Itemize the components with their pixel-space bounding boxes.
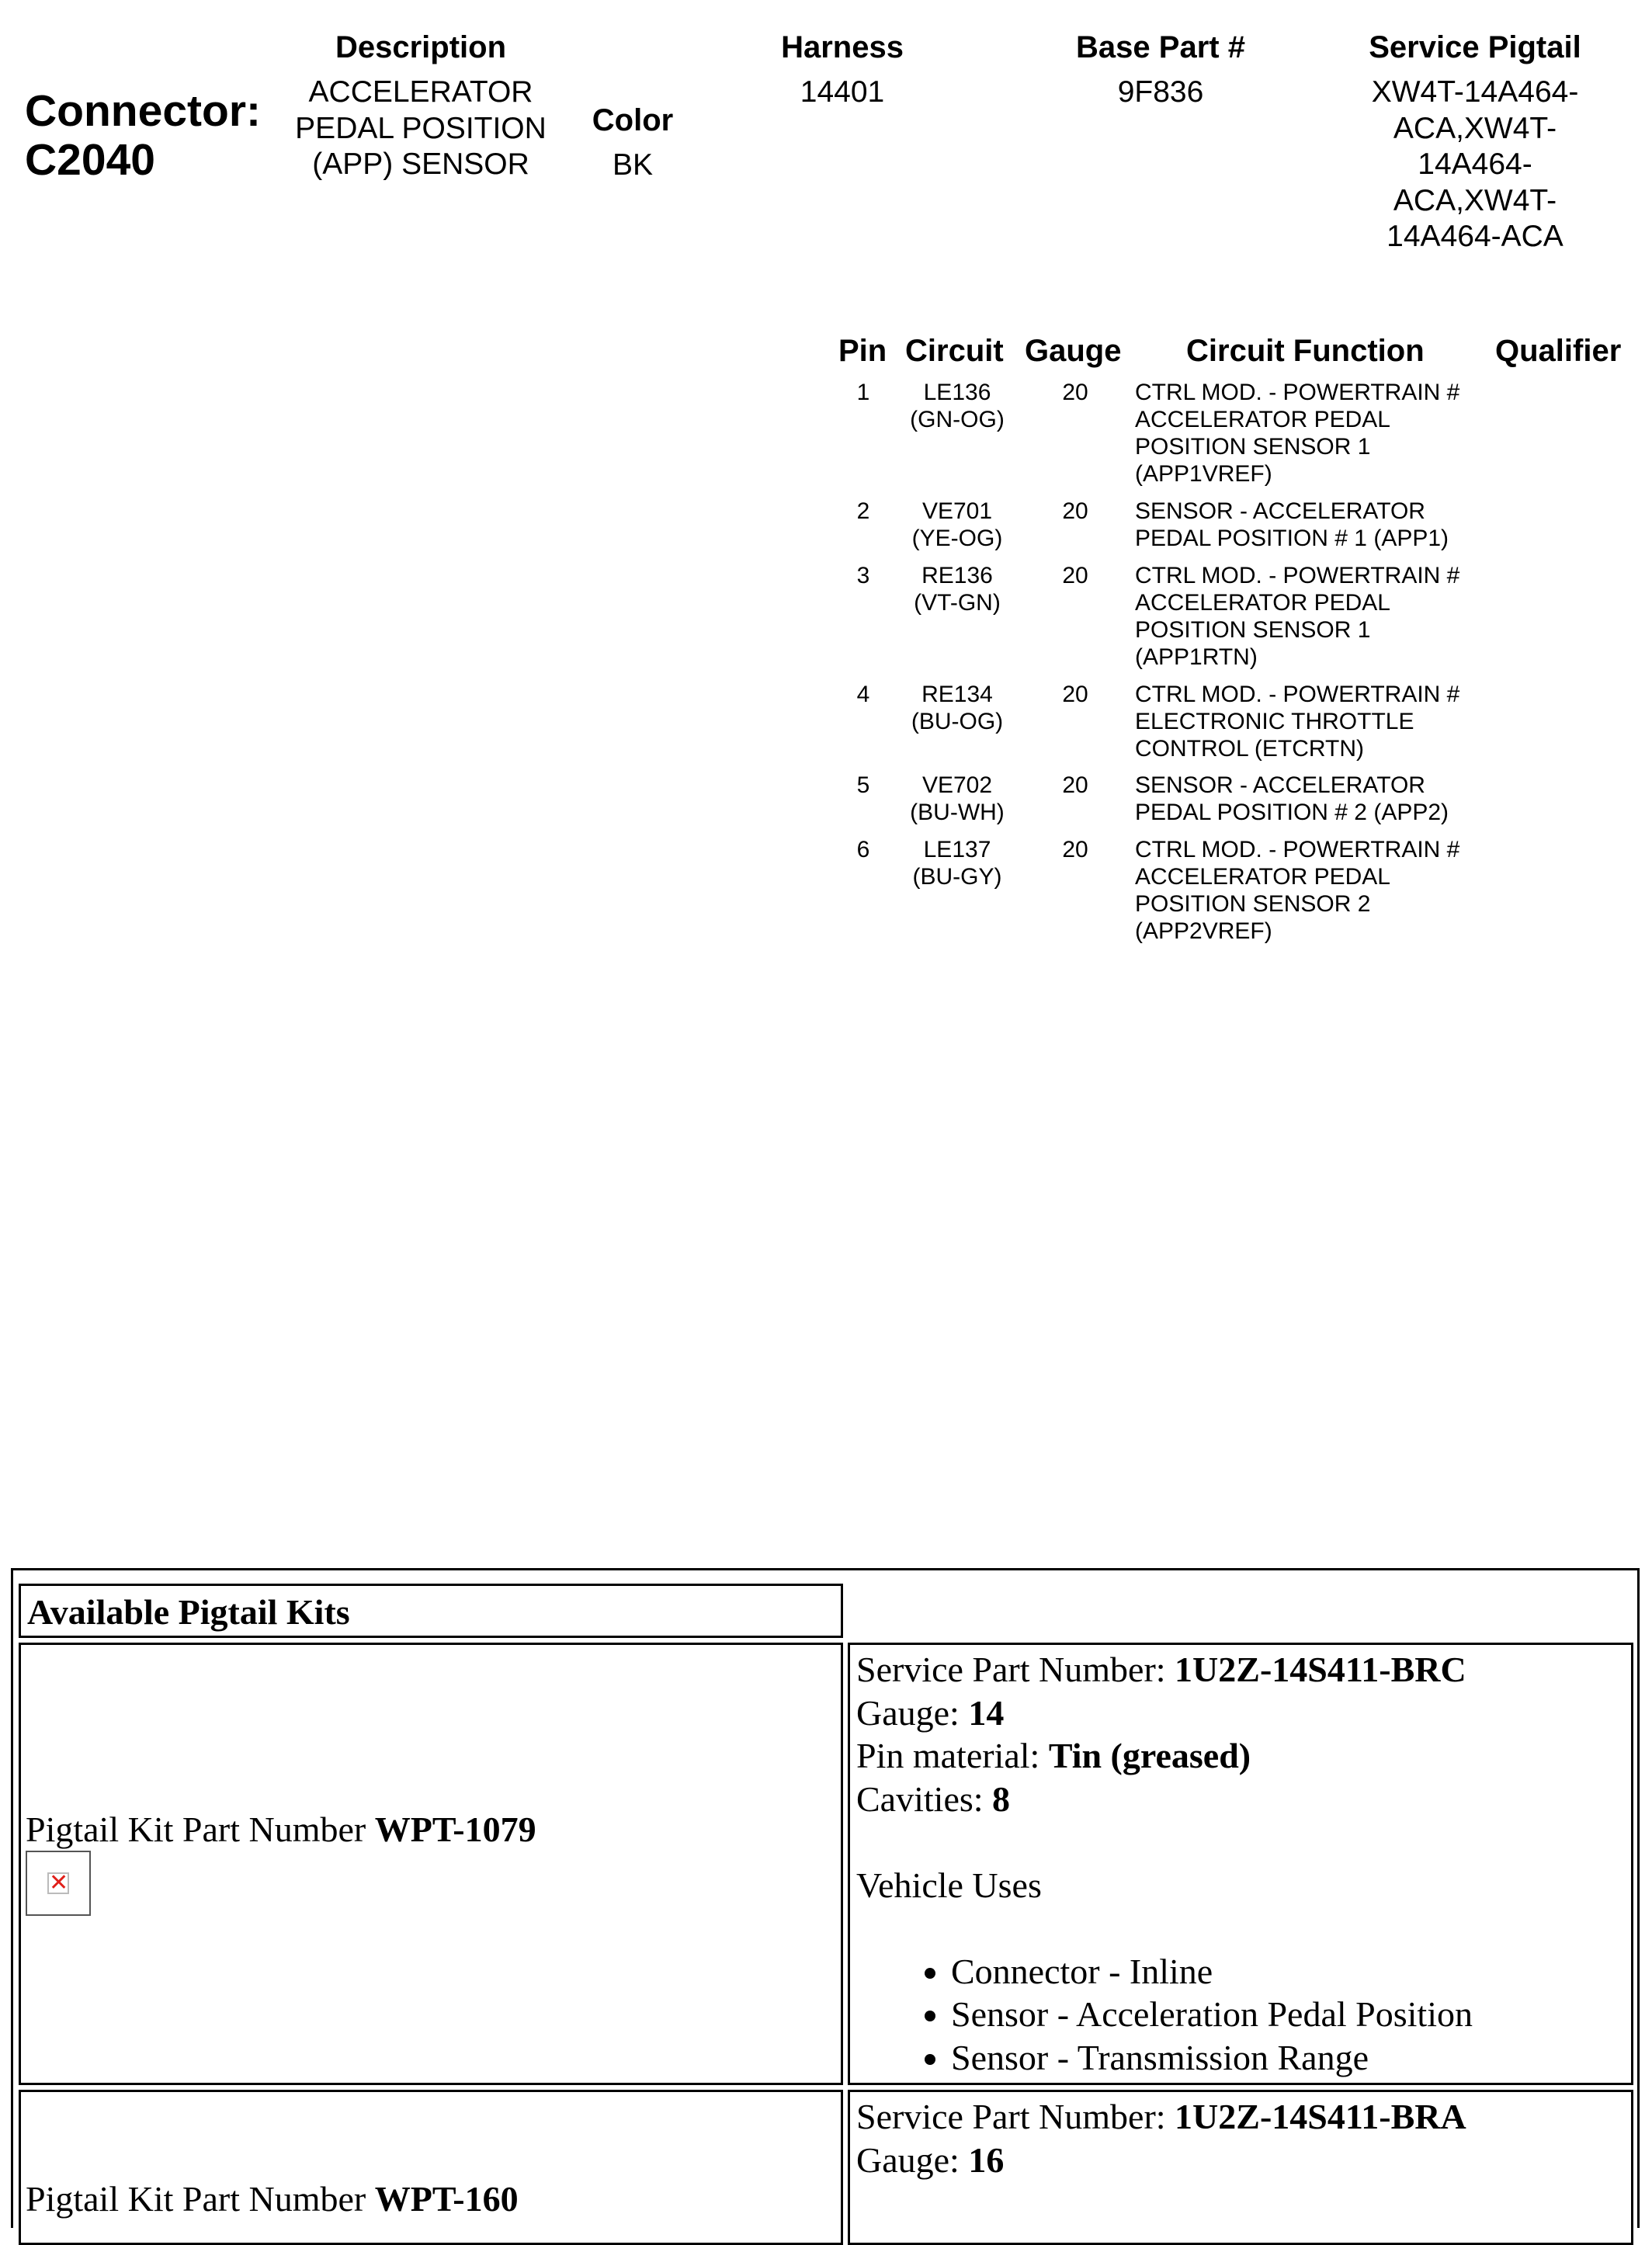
kit-gauge-value: 14 [968, 1692, 1005, 1733]
pigtail-kits-title: Available Pigtail Kits [19, 1584, 843, 1638]
pigtail-kit-details [848, 1643, 1633, 2085]
service-part-value: 1U2Z-14S411-BRA [1175, 2097, 1466, 2136]
circuit-id: LE137 [923, 837, 991, 862]
function-line: CTRL MOD. - POWERTRAIN # [1135, 380, 1460, 405]
function-line: ACCELERATOR PEDAL [1135, 864, 1390, 890]
circuit-function [1135, 498, 1492, 552]
vehicle-uses-label: Vehicle Uses [856, 1865, 1042, 1905]
service-pigtail-line: 14A464-ACA [1386, 220, 1564, 253]
service-part-number [856, 2095, 1625, 2139]
circuit-cell [891, 681, 1023, 735]
service-pigtail-value [1320, 75, 1630, 255]
circuit-cell [891, 562, 1023, 616]
function-line: CTRL MOD. - POWERTRAIN # [1135, 837, 1460, 862]
pin-row [0, 498, 1652, 552]
connector-label: Connector: [25, 86, 261, 136]
pin-row [0, 681, 1652, 762]
pin-number: 1 [856, 380, 870, 405]
pin-material [856, 1734, 1625, 1778]
base-part-value: 9F836 [1117, 75, 1204, 109]
function-line: ELECTRONIC THROTTLE [1135, 709, 1414, 734]
function-line: ACCELERATOR PEDAL [1135, 407, 1390, 432]
wire-color: (BU-OG) [911, 709, 1004, 734]
circuit-cell [891, 379, 1023, 433]
gauge-header: Gauge [1025, 334, 1122, 368]
pigtail-kit-details [848, 2090, 1633, 2245]
circuit-id: RE134 [921, 682, 993, 707]
circuit-cell [891, 836, 1023, 890]
pin-material-label: Pin material: [856, 1736, 1049, 1775]
function-line: POSITION SENSOR 2 [1135, 891, 1371, 917]
broken-image-icon [26, 1851, 91, 1916]
circuit-function [1135, 772, 1492, 826]
color-value: BK [612, 148, 654, 182]
kit-gauge [856, 1692, 1625, 1735]
gauge-cell: 20 [1062, 682, 1088, 707]
vehicle-use-item: • Connector - Inline [951, 1950, 1625, 1993]
circuit-cell [891, 772, 1023, 826]
service-pigtail-line: ACA,XW4T- [1393, 183, 1557, 217]
wire-color: (VT-GN) [914, 590, 1001, 616]
pin-number: 2 [856, 498, 870, 524]
cavities-value: 8 [992, 1778, 1011, 1819]
pin-number: 3 [856, 563, 870, 588]
service-part-label: Service Part Number: [856, 2097, 1175, 2136]
gauge-cell: 20 [1062, 772, 1088, 798]
harness-header: Harness [781, 30, 904, 64]
service-part-value: 1U2Z-14S411-BRC [1175, 1650, 1466, 1689]
description-header: Description [335, 30, 507, 64]
service-pigtail-line: 14A464- [1418, 147, 1532, 181]
function-line: CTRL MOD. - POWERTRAIN # [1135, 682, 1460, 707]
harness-value: 14401 [800, 75, 885, 109]
description-line: ACCELERATOR [308, 75, 533, 109]
pigtail-kit-cell [19, 2090, 843, 2245]
gauge-cell: 20 [1062, 837, 1088, 862]
description-line: PEDAL POSITION [295, 111, 547, 145]
function-line: PEDAL POSITION # 1 (APP1) [1135, 526, 1449, 551]
pigtail-kit-part-number [26, 1808, 536, 1851]
gauge-cell: 20 [1062, 563, 1088, 588]
wire-color: (YE-OG) [911, 526, 1003, 551]
description-line: (APP) SENSOR [312, 147, 529, 181]
cavities [856, 1778, 1625, 1821]
wire-color: (BU-WH) [910, 800, 1005, 825]
circuit-function [1135, 379, 1492, 488]
service-part-label: Service Part Number: [856, 1650, 1175, 1689]
pin-material-value: Tin (greased) [1048, 1736, 1251, 1775]
circuit-function [1135, 681, 1492, 762]
circuit-function [1135, 836, 1492, 945]
connector-title [25, 87, 261, 185]
pin-row [0, 379, 1652, 488]
pin-number: 5 [856, 772, 870, 798]
pigtail-kit-label: Pigtail Kit Part Number [26, 1810, 375, 1849]
service-pigtail-line: XW4T-14A464- [1371, 75, 1579, 109]
circuit-id: LE136 [923, 380, 991, 405]
pin-row [0, 772, 1652, 826]
function-line: (APP1VREF) [1135, 461, 1272, 487]
function-line: CTRL MOD. - POWERTRAIN # [1135, 563, 1460, 588]
pin-number: 6 [856, 837, 870, 862]
cavities-label: Cavities: [856, 1778, 993, 1819]
function-line: POSITION SENSOR 1 [1135, 617, 1371, 643]
circuit-header: Circuit [905, 334, 1004, 368]
vehicle-uses-list [856, 1950, 1625, 2080]
circuit-id: VE701 [921, 498, 993, 524]
qualifier-header: Qualifier [1495, 334, 1622, 368]
vehicle-use-item: • Sensor - Acceleration Pedal Position [951, 1993, 1625, 2036]
pin-row [0, 562, 1652, 671]
gauge-cell: 20 [1062, 498, 1088, 524]
pin-header: Pin [838, 334, 887, 368]
circuit-function-header: Circuit Function [1186, 334, 1425, 368]
wire-color: (BU-GY) [912, 864, 1002, 890]
image-placeholder-x: ✕ [49, 1869, 69, 1896]
function-line: (APP1RTN) [1135, 644, 1258, 670]
vehicle-use-item: • Sensor - Transmission Range [951, 2036, 1625, 2080]
circuit-id: RE136 [921, 563, 993, 588]
function-line: ACCELERATOR PEDAL [1135, 590, 1390, 616]
connector-id: C2040 [25, 135, 155, 185]
description-value [264, 75, 578, 183]
gauge-cell: 20 [1062, 380, 1088, 405]
kit-gauge-value: 16 [968, 2139, 1005, 2180]
pigtail-kit-part-number [26, 2177, 519, 2221]
circuit-cell [891, 498, 1023, 552]
service-pigtail-header: Service Pigtail [1369, 30, 1581, 64]
function-line: SENSOR - ACCELERATOR [1135, 772, 1425, 798]
pin-row [0, 836, 1652, 945]
circuit-id: VE702 [921, 772, 993, 798]
kit-gauge-label: Gauge: [856, 2139, 969, 2180]
function-line: (APP2VREF) [1135, 918, 1272, 944]
service-pigtail-line: ACA,XW4T- [1393, 111, 1557, 145]
function-line: PEDAL POSITION # 2 (APP2) [1135, 800, 1449, 825]
pigtail-kit-label: Pigtail Kit Part Number [26, 2179, 375, 2219]
service-part-number [856, 1648, 1625, 1692]
function-line: SENSOR - ACCELERATOR [1135, 498, 1425, 524]
pin-number: 4 [856, 682, 870, 707]
pigtail-kit-number: WPT-1079 [374, 1810, 536, 1849]
kit-gauge [856, 2139, 1625, 2182]
base-part-header: Base Part # [1076, 30, 1245, 64]
circuit-function [1135, 562, 1492, 671]
function-line: POSITION SENSOR 1 [1135, 434, 1371, 460]
wire-color: (GN-OG) [910, 407, 1005, 432]
kit-gauge-label: Gauge: [856, 1692, 969, 1733]
pigtail-kit-number: WPT-160 [374, 2179, 519, 2219]
pigtail-kit-cell [19, 1643, 843, 2085]
function-line: CONTROL (ETCRTN) [1135, 736, 1364, 762]
color-header: Color [592, 103, 674, 137]
